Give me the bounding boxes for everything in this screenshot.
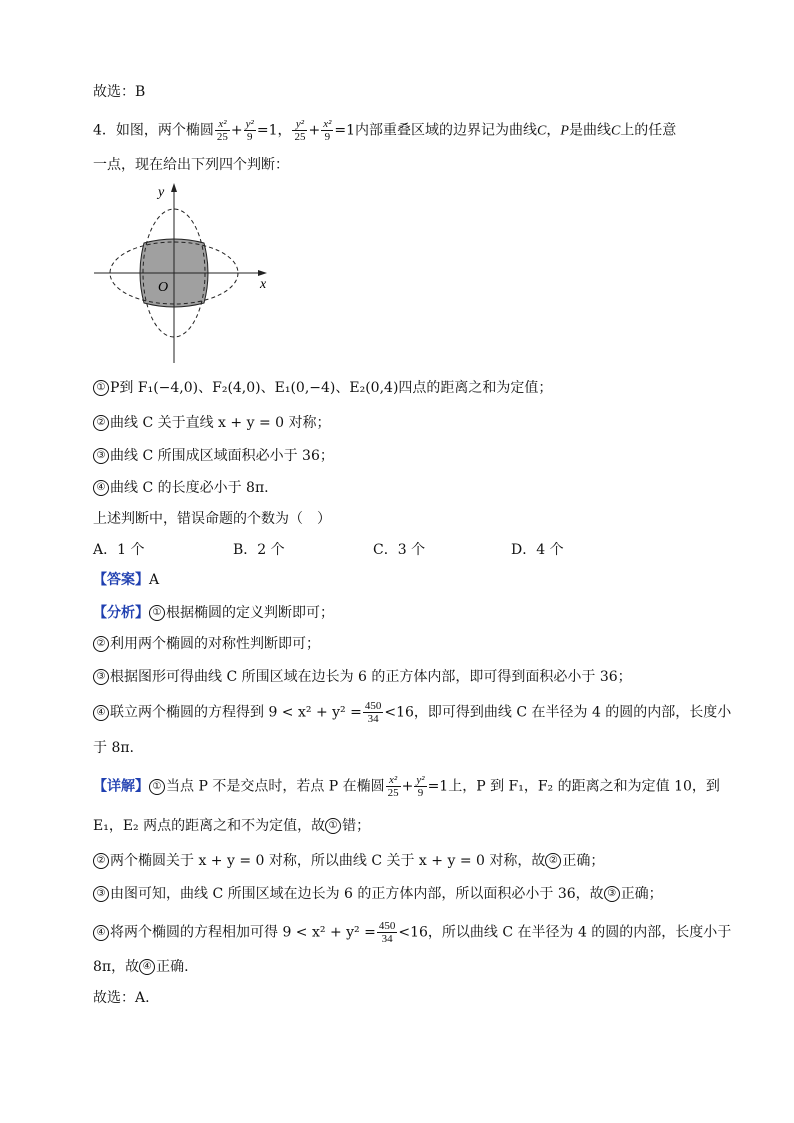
detail-line-5: ④ 将两个椭圆的方程相加可得 9 < x² + y² = $\frac{450}{34}$ <16，所以曲线 C 在半径为 4 的圆的内部，长度小于 (93, 920, 731, 945)
statement-3: ③ 曲线 C 所围成区域面积必小于 36； (93, 446, 334, 466)
fraction: $\frac{\text{y²}}{9}$ (416, 774, 425, 799)
answer-line: 【答案】A (93, 572, 160, 588)
option-a: A．1 个 (93, 542, 145, 558)
question-stem-line-2: 一点，现在给出下列四个判断： (93, 157, 289, 173)
analysis-line-4: ④ 联立两个椭圆的方程得到 9 < x² + y² = $\frac{450}{34}$ <16，即可得到曲线 C 在半径为 4 的圆的内部，长度小 (93, 700, 731, 725)
analysis-line-2: ② 利用两个椭圆的对称性判断即可； (93, 634, 320, 654)
detail-line-3: ② 两个椭圆关于 x + y = 0 对称，所以曲线 C 关于 x + y = 0 对称，故 ② 正确； (93, 851, 604, 871)
detail-line-2: E₁，E₂ 两点的距离之和不为定值，故 ① 错； (93, 818, 371, 834)
analysis-line-1: 【分析】 ① 根据椭圆的定义判断即可； (93, 605, 334, 621)
x-axis-arrow (258, 270, 267, 276)
previous-answer-line: 故选：B (93, 84, 146, 100)
fraction: $\frac{450}{34}$ (364, 700, 382, 725)
analysis-line-3: ③ 根据图形可得曲线 C 所围区域在边长为 6 的正方体内部，即可得到面积必小于 36； (93, 667, 632, 687)
x-axis-label: x (260, 277, 267, 292)
fraction: $\frac{450}{34}$ (378, 920, 396, 945)
options-row (93, 540, 564, 560)
option-d: D．4 个 (511, 542, 564, 558)
origin-label: O (158, 280, 169, 295)
statement-2: ② 曲线 C 关于直线 x + y = 0 对称； (93, 413, 331, 433)
fraction: $\frac{\text{x²}}{25}$ (387, 774, 399, 799)
fraction: $\frac{\text{y²}}{25}$ (294, 118, 306, 143)
statement-4: ④ 曲线 C 的长度必小于 8π. (93, 478, 269, 498)
detail-line-1: 【详解】 ① 当点 P 不是交点时，若点 P 在椭圆 $\frac{\text{x²}}{25}$ + $\frac{\text{y²}}{9}$ =1上，P 到 F₁，F₂ 的距离之和为定值 10，到 (93, 774, 720, 799)
y-axis-label: y (158, 185, 165, 200)
fraction: $\frac{\text{x²}}{25}$ (216, 118, 228, 143)
detail-line-6: 8π，故 ④ 正确. (93, 959, 189, 975)
fraction: $\frac{\text{x²}}{9}$ (323, 118, 332, 143)
question-ask: 上述判断中，错误命题的个数为（ ） (93, 511, 331, 527)
ellipse-diagram (92, 180, 272, 365)
option-c: C．3 个 (373, 542, 426, 558)
analysis-line-5: 于 8π. (93, 740, 135, 756)
y-axis-arrow (171, 183, 177, 192)
final-answer: 故选：A. (93, 990, 150, 1006)
option-b: B．2 个 (233, 542, 285, 558)
question-stem-line-1: 4．如图，两个椭圆 $\frac{\text{x²}}{25}$ + $\frac{\text{y²}}{9}$ =1， $\frac{\text{y²}}{25}$ + $\frac{\text{x²}}{9}$ =1内部重叠区域的边界记为曲线C，P是曲线C上的任意 (93, 118, 677, 143)
statement-1: ① P到 F₁(−4,0)、F₂(4,0)、E₁(0,−4)、E₂(0,4)四点的距离之和为定值； (93, 378, 552, 398)
detail-line-4: ③ 由图可知，曲线 C 所围区域在边长为 6 的正方体内部，所以面积必小于 36，故 ③ 正确； (93, 884, 663, 904)
fraction: $\frac{\text{y²}}{9}$ (245, 118, 254, 143)
ellipse-figure (92, 180, 272, 365)
